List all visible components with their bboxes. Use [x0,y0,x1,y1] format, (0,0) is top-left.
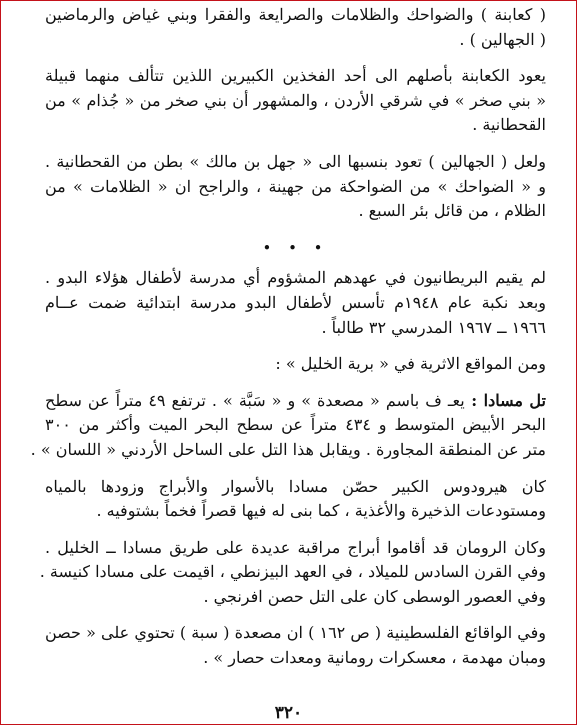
paragraph-herod [45,475,546,524]
paragraph-palestinian-facts [45,621,546,670]
text-line: ١٩٦٦ ــ ١٩٦٧ المدرسي ٣٢ طالباً . [321,317,546,337]
text-line: ولعل ( الجهالين ) تعود بنسبها الى « جهل بن مالك » بطن من القحطانية . [45,151,546,171]
text-line: ومستودعات الذخيرة والأغذية ، كما بنى له فيها قصراً فخماً بشتوفيه . [96,501,546,521]
paragraph-tel-masada [30,389,546,463]
text-line: وفي القرن السادس للميلاد ، في العهد البيزنطي ، اقيمت على مسادا كنيسة . [39,562,546,582]
text-line: الظلام ، من قائل بئر السبع . [358,201,546,221]
paragraph-kaabneh-origin [45,64,546,138]
text-line: متر عن المنطقة المجاورة . ويقابل هذا التل على الساحل الأردني « اللسان » . [30,439,546,459]
text-line: و « الضواحك » من الضواحكة من جهينة ، والراجح ان « الظلامات » من [45,176,546,196]
site-heading: تل مسادا : [464,390,546,410]
paragraph-tribes [45,3,546,52]
section-separator: • • • [262,238,329,257]
text-line: البحر الأبيض المتوسط و ٤٣٤ متراً عن سطح البحر الميت وأكثر من ٣٠٠ [45,415,546,435]
paragraph-romans [39,536,546,610]
text-line: « بني صخر » في شرقي الأردن ، والمشهور أن بني صخر من « جُذام » من [45,90,546,110]
paragraph-archaeological-sites [45,352,546,377]
text-line: وبعد نكبة عام ١٩٤٨م تأسس لأطفال البدو مدرسة ابتدائية ضمت عــام [45,292,546,312]
text-line: القحطانية . [472,115,546,135]
text-line-content: يعـ ف باسم « مصعدة » و « سَبَّة » . ترتفع ٤٩ متراً عن سطح [45,390,465,410]
paragraph-jahalin-origin [45,150,546,224]
text-line: وفي العصور الوسطى كان على التل حصن افرنجي . [203,586,546,606]
text-line: ومن المواقع الاثرية في « برية الخليل » : [275,354,546,374]
text-line: ( كعابنة ) والضواحك والظلامات والصرايعة والفقرا وبني غياض والرماضين [45,5,547,24]
body-text [30,3,547,683]
text-line: وكان الرومان قد أقاموا أبراج مراقبة عديدة على طريق مسادا ــ الخليل . [45,537,546,557]
text-line: ومبان مهدمة ، معسكرات رومانية ومعدات حصار » . [203,648,546,668]
text-line: كان هيرودوس الكبير حصّن مسادا بالأسوار والأبراج وزودها بالمياه [45,476,546,496]
text-line: ( الجهالين ) . [459,29,546,49]
text-line [45,389,546,414]
text-line: يعود الكعابنة بأصلهم الى أحد الفخذين الكبيرين اللذين تتألف منهما قبيلة [45,66,546,86]
page-number: ٣٢٠ [274,703,303,723]
text-line: وفي الواقائع الفلسطينية ( ص ١٦٢ ) ان مصعدة ( سبة ) تحتوي على « حصن [45,623,546,643]
text-line: لم يقيم البريطانيون في عهدهم المشؤوم أي مدرسة لأطفال هؤلاء البدو . [45,268,546,288]
paragraph-schools [45,266,546,340]
